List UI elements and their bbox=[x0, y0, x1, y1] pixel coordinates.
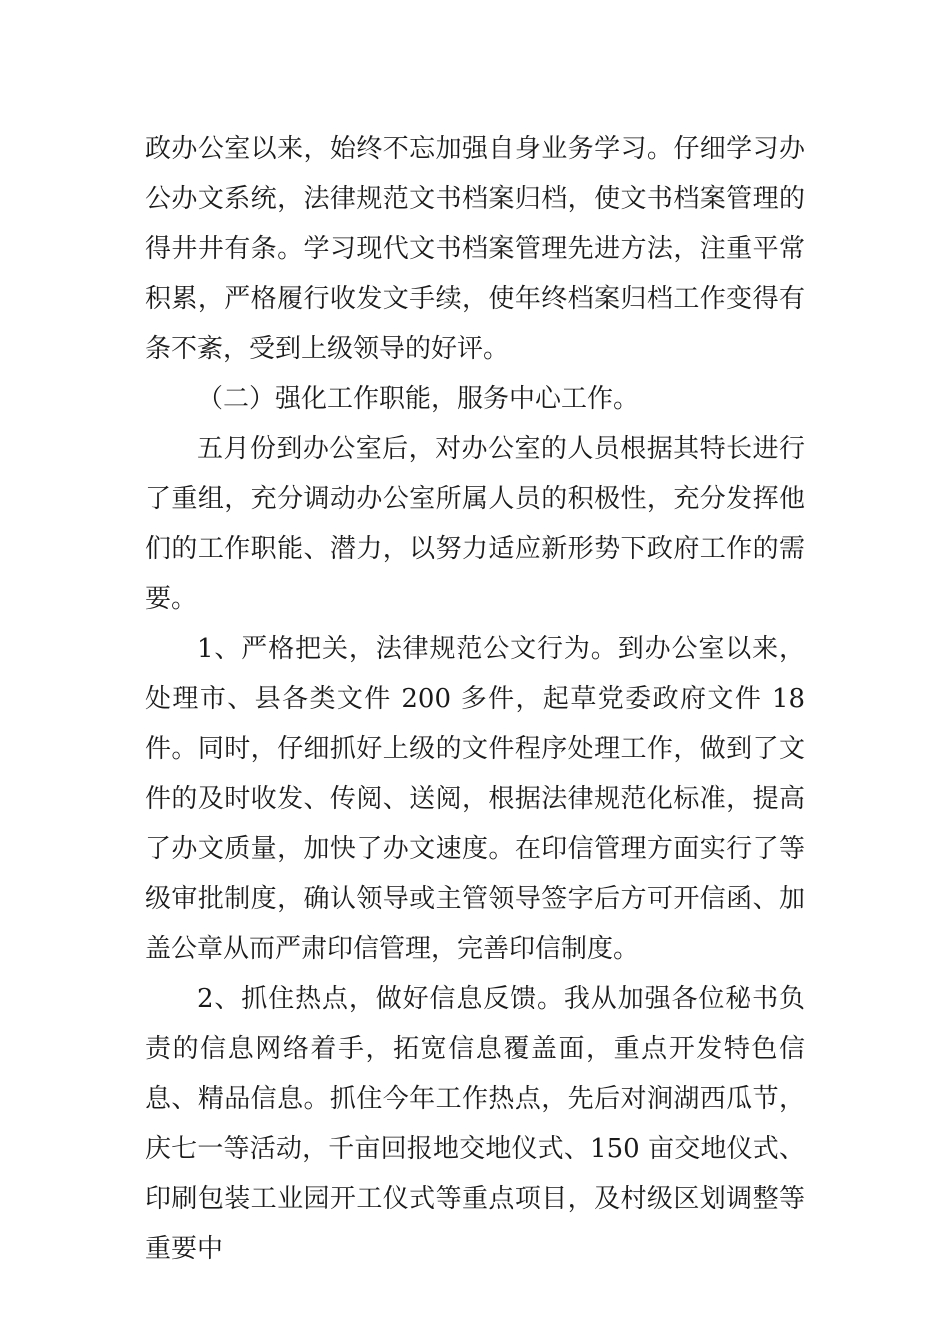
paragraph-continuation: 政办公室以来，始终不忘加强自身业务学习。仔细学习办公办文系统，法律规范文书档案归档，使文书档案管理的得井井有条。学习现代文书档案管理先进方法，注重平常积累，严格履行收发文手续，使年终档案归档工作变得有条不紊，受到上级领导的好评。 bbox=[145, 134, 805, 364]
paragraph-item-2: 2、抓住热点，做好信息反馈。我从加强各位秘书负责的信息网络着手，拓宽信息覆盖面，重点开发特色信息、精品信息。抓住今年工作热点，先后对涧湖西瓜节，庆七一等活动，千亩回报地交地仪式、150 亩交地仪式、印刷包装工业园开工仪式等重点项目，及村级区划调整等重要中 bbox=[145, 984, 805, 1264]
paragraph-item-1: 1、严格把关，法律规范公文行为。到办公室以来，处理市、县各类文件 200 多件，起草党委政府文件 18 件。同时，仔细抓好上级的文件程序处理工作，做到了文件的及时收发、传阅、送阅，根据法律规范化标准，提高了办文质量，加快了办文速度。在印信管理方面实行了等级审批制度，确认领导或主管领导签字后方可开信函、加盖公章从而严肃印信管理，完善印信制度。 bbox=[145, 634, 805, 964]
document-body bbox=[145, 124, 805, 1274]
section-heading: （二）强化工作职能，服务中心工作。 bbox=[197, 384, 640, 414]
paragraph-intro: 五月份到办公室后，对办公室的人员根据其特长进行了重组，充分调动办公室所属人员的积极性，充分发挥他们的工作职能、潜力，以努力适应新形势下政府工作的需要。 bbox=[145, 434, 805, 614]
